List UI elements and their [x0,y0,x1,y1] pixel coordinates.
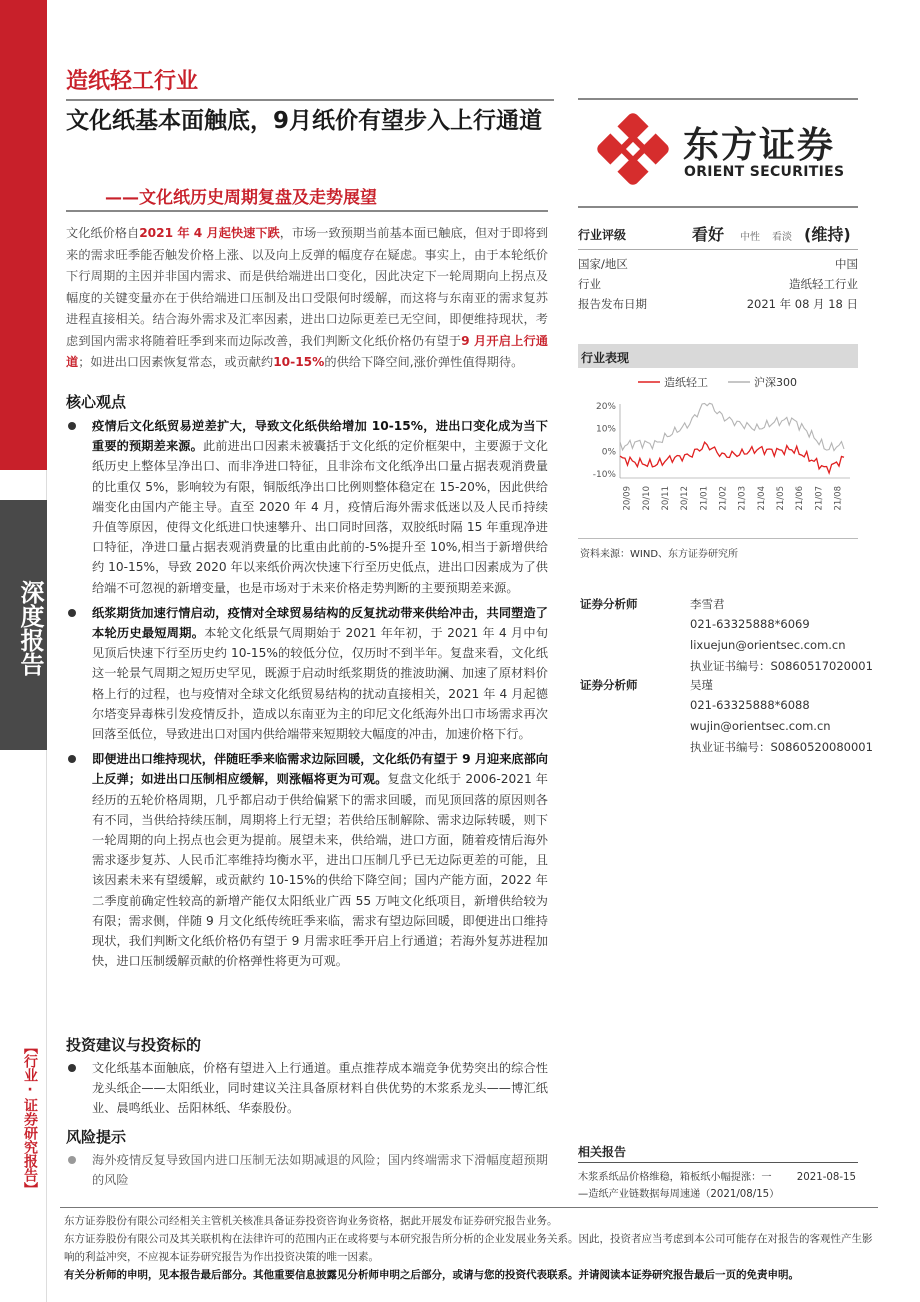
analyst-role: 证券分析师 [580,678,638,692]
x-tick-label: 21/06 [795,486,806,511]
report-type-label: 深度报告 [16,580,44,676]
bullet-icon [68,1064,76,1072]
x-tick-label: 21/03 [737,486,748,511]
rating-maintain: (维持) [804,225,851,244]
report-subtitle: ——文化纸历史周期复盘及走势展望 [105,188,377,208]
summary-paragraph: 文化纸价格自2021 年 4 月起快速下跌，市场一致预期当前基本面已触底，但对于即将到来的需求旺季能否触发价格上涨、以及向上反弹的幅度存在疑虑。事实上，由于本轮纸价下行周期的主因并非国内需求、而是供给端进出口变化，因此决定下一轮周期向上拐点及幅度的关键变量亦在于供给端进口压制及出口受限何时缓解，而这将与东南亚的需求复苏进程直接相关。结合海外需求及汇率因素，进出口边际更差已无空间，即便维持现状，考虑到国内需求将随着旺季到来而边际改善，我们判断文化纸价格仍有望于9 月开启上行通道；如进出口因素恢复常态，或贡献约10-15%的供给下降空间,涨价弹性值得期待。 [66,226,549,369]
rating-label: 行业评级 [578,228,627,242]
summary-highlight: 9 月开启上行通道 [66,333,548,369]
bullet-icon [68,609,76,617]
analyst-name: 李雪君 [690,597,725,611]
x-tick-label: 21/04 [756,486,767,511]
y-tick-label: -10% [592,470,616,480]
core-views-list [66,416,548,971]
performance-heading: 行业表现 [578,344,858,368]
subtitle-divider [66,210,548,212]
x-tick-label: 21/08 [833,486,844,511]
industry-rating [578,222,858,246]
invest-point: 文化纸基本面触底，价格有望进入上行通道。重点推荐成本端竞争优势突出的综合性龙头纸企——太阳纸业，同时建议关注具备原材料自供优势的木浆系龙头——博汇纸业、晨鸣纸业、岳阳林纸、华泰股份。 [66,1058,548,1119]
brand-name-cn: 东方证券 [683,125,836,166]
x-tick-label: 21/01 [699,486,710,511]
report-title: 文化纸基本面触底，9月纸价有望步入上行通道 [66,108,543,134]
performance-chart [578,370,858,540]
risk-point: 海外疫情反复导致国内进口压制无法如期减退的风险；国内终端需求下滑幅度超预期的风险 [66,1150,548,1190]
analyst-email: lixuejun@orientsec.com.cn [690,638,846,652]
analyst-email: wujin@orientsec.com.cn [690,719,831,733]
series-line-csi300 [620,403,844,450]
x-tick-label: 21/05 [775,486,786,511]
rating-bad: 看淡 [772,232,792,243]
related-date: 2021-08-15 [796,1172,856,1183]
logo-bottom-divider [578,206,858,208]
info-industry: 行业 造纸轻工行业 [578,277,858,291]
related-divider [578,1162,858,1163]
risk-list [66,1150,548,1190]
info-date: 报告发布日期 2021 年 08 月 18 日 [578,297,858,311]
invest-list [66,1058,548,1119]
y-tick-label: 0% [601,447,616,458]
x-tick-label: 20/12 [680,486,691,511]
summary-highlight: 10-15% [273,355,325,369]
core-point-3: 即便进出口维持现状，伴随旺季来临需求边际回暖，文化纸仍有望于 9 月迎来底部向上反弹；如进出口压制相应缓解，则涨幅将更为可观。复盘文化纸于 2006-2021 年经历的五轮价格周期，几乎都启动于供给偏紧下的需求回暖，而见顶回落的原因则各有不同，当供给持续压制，周期将上行无望；若供给压制解除、需求边际转暖，则下一轮周期的向上拐点也会更为提前。展望未来，供给端，进口方面，随着疫情后海外需求逐步复苏、人民币汇率维持均衡水平，进出口压制几乎已无边际更差的可能，且该因素未来有望缓解，或贡献约 10-15%的供给下降空间；国内产能方面，2022 年二季度前确定性较高的新增产能仅太阳纸业广西 55 万吨文化纸项目，新增供给较为有限；需求侧，伴随 9 月文化纸传统旺季来临，需求有望边际回暖，即便进出口维持现状，我们判断文化纸价格仍有望于 9 月需求旺季开启上行通道；若海外复苏进程加快，进口压制缓解贡献的价格弹性将更为可观。 [66,749,548,971]
report-category-label: 【行业·证券研究报告】 [22,1039,38,1196]
analyst-license: 执业证书编号：S0860517020001 [690,659,873,673]
analyst-phone: 021-63325888*6088 [690,698,810,712]
summary-highlight: 2021 年 4 月起快速下跌 [139,226,280,240]
source-divider [578,538,858,539]
orient-securities-logo-icon [596,112,670,186]
legend-label: 沪深300 [754,376,797,389]
logo-top-divider [578,98,858,100]
analyst-role: 证券分析师 [580,597,638,611]
related-heading: 相关报告 [578,1145,627,1159]
core-point-2: 纸浆期货加速行情启动，疫情对全球贸易结构的反复扰动带来供给冲击，共同塑造了本轮历史最短周期。本轮文化纸景气周期始于 2021 年年初，于 2021 年 4 月中旬见顶后快速下行至历史约 10-15%的较低分位，仅历时不到半年。复盘来看，文化纸这一轮景气周期之短历史罕见，既源于启动时纸浆期货的推波助澜、加速了原材料价格上行的过程，也与疫情对全球文化纸贸易结构的扰动直接相关，2021 年 4 月起德尔塔变异毒株引发疫情反扑，造成以东南亚为主的印尼文化纸海外出口市场需求再次回落至低位，导致进出口对国内供给端带来短期较大幅度的冲击，加速价格下行。 [66,603,548,744]
sidebar-red-band [0,0,47,470]
x-tick-label: 21/02 [718,486,729,511]
x-tick-label: 21/07 [814,486,825,511]
bullet-icon [68,422,76,430]
chart-legend [638,375,797,389]
bullet-icon [68,755,76,763]
core-point-1: 疫情后文化纸贸易逆差扩大，导致文化纸供给增加 10-15%，进出口变化成为当下重要的预期差来源。此前进出口因素未被囊括于文化纸的定价框架中，主要源于文化纸历史上整体呈净出口、而非净进口特征，且非涂布文化纸净出口量占据表观消费量的比重仅 5%，影响较为有限，铜版纸净出口比例则整体稳定在 15-20%，因此供给端变化由国内产能主导。直至 2020 年 4 月，疫情后海外需求低迷以及人民币持续升值等原因，使得文化纸进口快速攀升、出口同时回落，双胶纸时隔 15 年重现净进口特征，净进口量占据表观消费量的比重由此前的-5%提升至 10%,相当于新增供给约 10-15%，导致 2020 年以来纸价两次快速下行至历史低点，进出口因素成为了供给端不可忽视的新增变量，也是市场对于未来价格走势判断的主要预期差来源。 [66,416,548,598]
rating-neutral: 中性 [740,232,760,243]
rating-good: 看好 [692,225,725,244]
brand-name-en: ORIENT SECURITIES [684,164,845,180]
legend-label: 造纸轻工 [664,376,708,389]
sector-heading: 造纸轻工行业 [66,69,199,94]
analyst-name: 吴瑾 [690,678,713,692]
bullet-icon [68,1156,76,1164]
y-tick-label: 20% [595,402,616,412]
disclaimer: 东方证券股份有限公司经相关主管机关核准具备证券投资咨询业务资格，据此开展发布证券研究报告业务。 东方证券股份有限公司及其关联机构在法律许可的范围内正在或将要与本研究报告所分析的企业发展业务关系。因此，投资者应当考虑到本公司可能存在对报告的客观性产生影响的利益冲突，不应视本证券研究报告为作出投资决策的唯一因素。 有关分析师的申明，见本报告最后部分。其他重要信息披露见分析师申明之后部分，或请与您的投资代表联系。并请阅读本证券研究报告最后一页的免责申明。 [64,1215,873,1281]
footer-divider [60,1207,878,1208]
left-sidebar [0,0,47,1302]
x-tick-label: 20/09 [622,486,633,511]
related-report-link[interactable]: 木浆系纸品价格维稳，箱板纸小幅提涨：一 —造纸产业链数据每周速递（2021/08/15） 2021-08-15 [578,1169,858,1203]
chart-axes [593,402,850,511]
title-divider [66,99,554,101]
x-tick-label: 20/10 [641,486,652,511]
chart-series [620,403,844,473]
invest-heading: 投资建议与投资标的 [66,1036,202,1054]
info-region: 国家/地区 中国 [578,257,858,271]
risk-heading: 风险提示 [66,1128,127,1146]
rating-divider [578,249,858,250]
y-tick-label: 10% [595,424,616,435]
series-line-paper-light-industry [620,442,844,473]
chart-source: 资料来源：WIND、东方证券研究所 [580,549,739,560]
analyst-phone: 021-63325888*6069 [690,617,810,631]
x-tick-label: 20/11 [660,486,671,511]
core-views-heading: 核心观点 [66,393,127,411]
analyst-license: 执业证书编号：S0860520080001 [690,740,873,754]
